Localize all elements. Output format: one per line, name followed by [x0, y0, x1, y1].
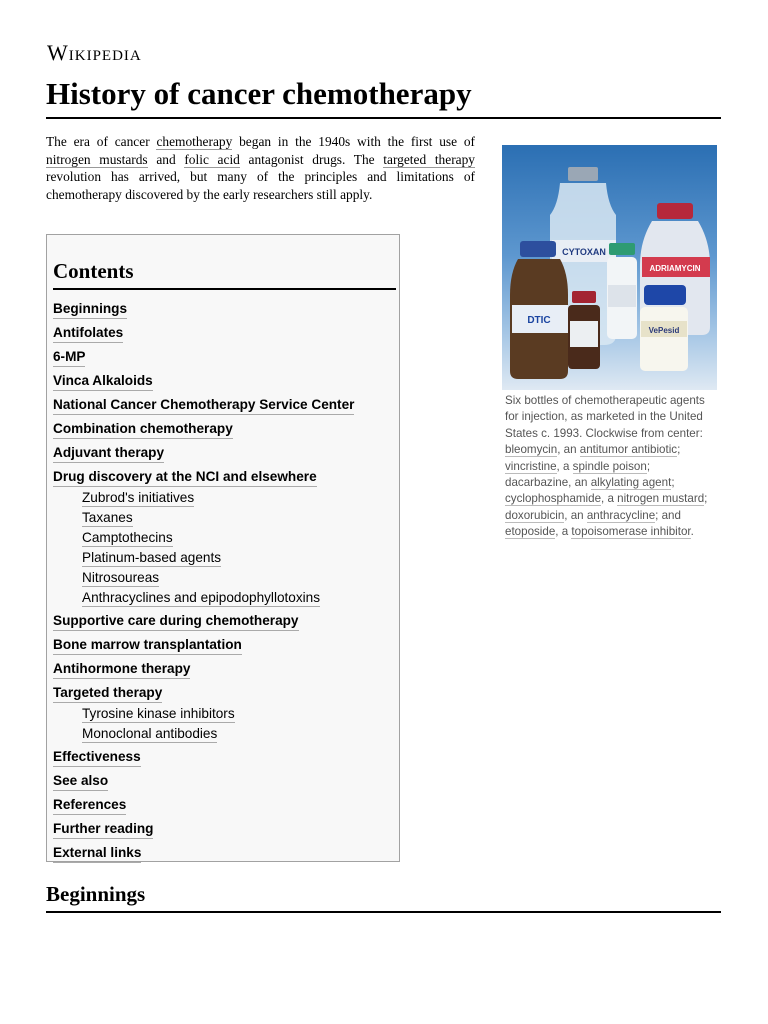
inline-link[interactable]: targeted therapy: [383, 151, 475, 167]
toc-link[interactable]: References: [53, 797, 126, 815]
label-adriamycin: ADRIAMYCIN: [649, 264, 701, 273]
toc-link[interactable]: Further reading: [53, 821, 153, 839]
toc-entry: [53, 655, 398, 679]
inline-link[interactable]: alkylating agent: [590, 476, 672, 490]
toc-sublink[interactable]: Tyrosine kinase inhibitors: [82, 706, 235, 721]
inline-link[interactable]: doxorubicin: [505, 508, 565, 522]
toc-entry: [53, 463, 398, 607]
toc-entry: [53, 743, 398, 767]
bottle-dtic: [510, 241, 568, 379]
label-dtic: DTIC: [527, 315, 551, 326]
text-run: ;: [671, 476, 675, 490]
intro-paragraph: [46, 133, 475, 203]
toc-sublink[interactable]: Zubrod's initiatives: [82, 490, 195, 505]
toc-link[interactable]: Bone marrow transplantation: [53, 637, 242, 655]
toc-sublist: [53, 487, 398, 607]
toc-entry: [53, 415, 398, 439]
toc-sublink[interactable]: Camptothecins: [82, 530, 173, 545]
section-divider: [46, 911, 721, 913]
toc-sublink[interactable]: Anthracyclines and epipodophyllotoxins: [82, 590, 321, 605]
toc-subentry: [82, 507, 398, 527]
toc-entry: [53, 295, 398, 319]
toc-entry: [53, 631, 398, 655]
bottles-illustration: [502, 145, 717, 390]
image-caption: [505, 393, 717, 541]
text-run: , an: [564, 508, 587, 522]
toc-link[interactable]: Beginnings: [53, 301, 127, 319]
toc-entry: [53, 839, 398, 863]
text-run: , a: [601, 492, 618, 506]
toc-entry: [53, 319, 398, 343]
toc-entry: [53, 367, 398, 391]
toc-link[interactable]: Antihormone therapy: [53, 661, 190, 679]
inline-link[interactable]: nitrogen mustard: [617, 492, 705, 506]
text-run: The era of cancer: [46, 134, 157, 149]
toc-link[interactable]: See also: [53, 773, 108, 791]
toc-link[interactable]: Adjuvant therapy: [53, 445, 164, 463]
inline-link[interactable]: nitrogen mustards: [46, 151, 148, 167]
inline-link[interactable]: anthracycline: [586, 508, 656, 522]
toc-link[interactable]: Antifolates: [53, 325, 123, 343]
text-run: , a: [555, 525, 572, 539]
section-heading-beginnings: Beginnings: [46, 882, 146, 906]
text-run: Six bottles of chemotherapeutic agents for injection, as marketed in the United States c. 1993. Clockwise from center:: [505, 394, 705, 440]
toc-entry: [53, 343, 398, 367]
toc-link[interactable]: 6-MP: [53, 349, 85, 367]
toc-sublink[interactable]: Taxanes: [82, 510, 133, 525]
chemotherapy-bottles-image[interactable]: [502, 145, 717, 390]
inline-link[interactable]: etoposide: [505, 525, 556, 539]
page-title: History of cancer chemotherapy: [46, 76, 472, 111]
toc-link[interactable]: National Cancer Chemotherapy Service Center: [53, 397, 354, 415]
toc-subentry: [82, 723, 398, 743]
toc-subentry: [82, 703, 398, 723]
text-run: , a: [556, 459, 573, 473]
toc-link[interactable]: Effectiveness: [53, 749, 141, 767]
toc-entry: [53, 815, 398, 839]
toc-entry: [53, 607, 398, 631]
toc-link[interactable]: Vinca Alkaloids: [53, 373, 153, 391]
label-cytoxan: CYTOXAN: [562, 247, 606, 257]
toc-subentry: [82, 527, 398, 547]
text-run: .: [690, 525, 694, 539]
label-vepesid: VePesid: [648, 326, 680, 335]
toc-sublink[interactable]: Monoclonal antibodies: [82, 726, 218, 741]
toc-subentry: [82, 587, 398, 607]
text-run: ; and: [655, 508, 681, 522]
text-run: revolution has arrived, but many of the principles and limitations of chemotherapy discovered by the early researchers still apply.: [46, 169, 475, 202]
wikipedia-wordmark[interactable]: Wikipedia: [47, 40, 142, 65]
title-divider: [46, 117, 721, 119]
toc-entry: [53, 439, 398, 463]
text-run: began in the 1940s with the first use of: [232, 134, 475, 149]
toc-link[interactable]: Targeted therapy: [53, 685, 162, 703]
text-run: , an: [557, 443, 580, 457]
toc-entry: [53, 791, 398, 815]
toc-subentry: [82, 567, 398, 587]
toc-link[interactable]: Supportive care during chemotherapy: [53, 613, 299, 631]
table-of-contents: [46, 234, 400, 862]
toc-sublink[interactable]: Platinum-based agents: [82, 550, 222, 565]
toc-entry: [53, 679, 398, 743]
inline-link[interactable]: spindle poison: [572, 459, 647, 473]
toc-entry: [53, 391, 398, 415]
toc-link[interactable]: Drug discovery at the NCI and elsewhere: [53, 469, 317, 487]
toc-link[interactable]: External links: [53, 845, 141, 863]
text-run: ;: [704, 492, 708, 506]
toc-entry: [53, 767, 398, 791]
inline-link[interactable]: chemotherapy: [156, 134, 233, 149]
text-run: ; dacarbazine, an: [505, 459, 651, 490]
toc-sublink[interactable]: Nitrosoureas: [82, 570, 160, 585]
toc-divider: [53, 288, 396, 290]
toc-subentry: [82, 547, 398, 567]
inline-link[interactable]: bleomycin: [505, 443, 558, 457]
text-run: and: [147, 151, 185, 167]
toc-subentry: [82, 487, 398, 507]
text-run: antagonist drugs. The: [239, 151, 384, 167]
toc-list: [53, 295, 398, 863]
bottle-vepesid: [640, 285, 688, 371]
inline-link[interactable]: folic acid: [184, 151, 240, 167]
inline-link[interactable]: cyclophosphamide: [505, 492, 602, 506]
toc-sublist: [53, 703, 398, 743]
text-run: ;: [677, 443, 681, 457]
inline-link[interactable]: topoisomerase inhibitor: [571, 525, 691, 539]
inline-link[interactable]: vincristine: [505, 459, 557, 473]
inline-link[interactable]: antitumor antibiotic: [579, 443, 678, 457]
toc-heading: Contents: [53, 259, 134, 283]
bottle-vincristine: [607, 243, 637, 339]
toc-link[interactable]: Combination chemotherapy: [53, 421, 233, 439]
